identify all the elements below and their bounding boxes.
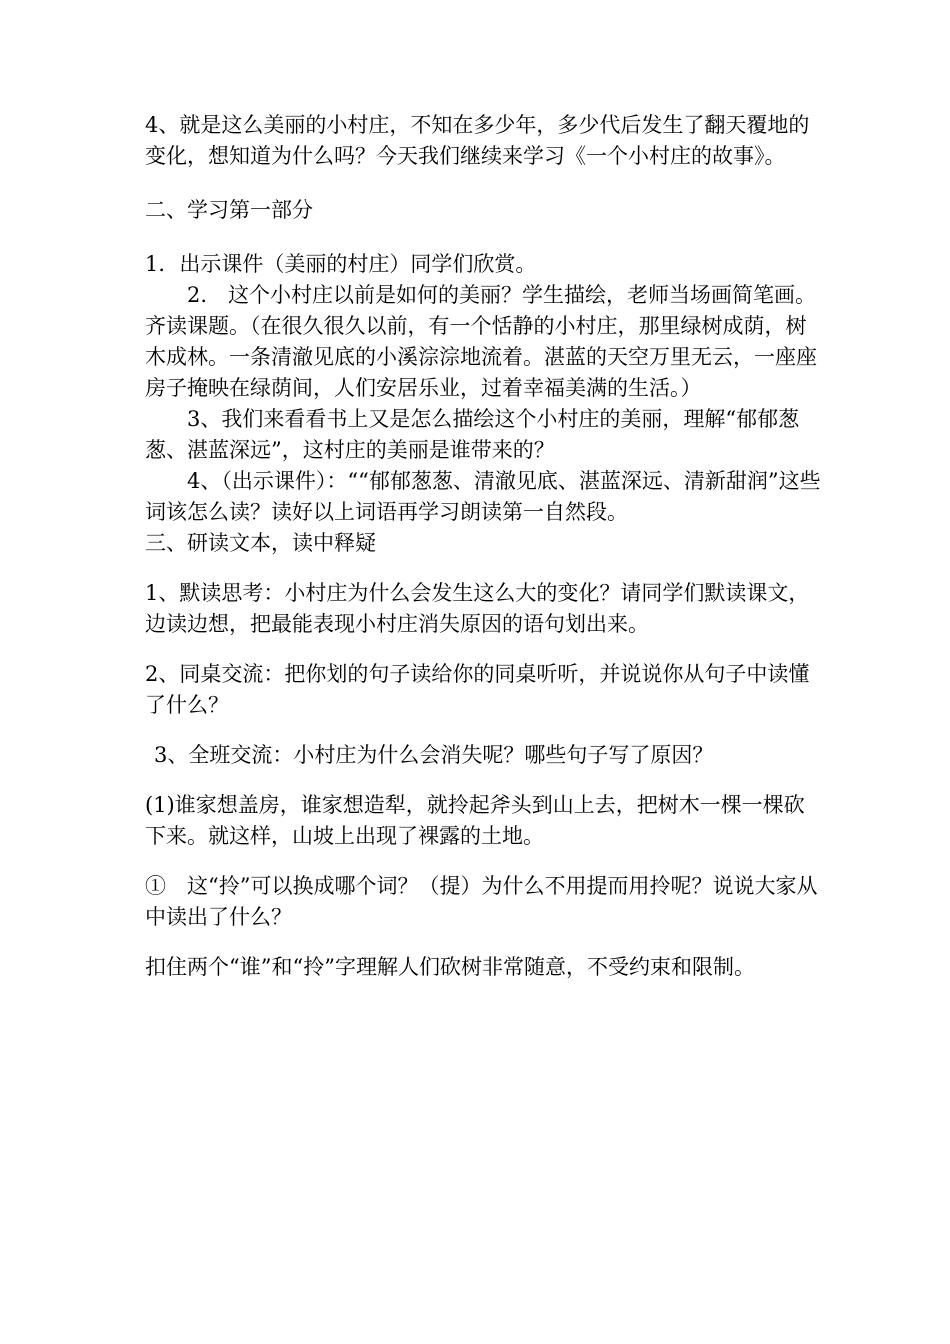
paragraph-class-discussion: 3、全班交流：小村庄为什么会消失呢？哪些句子写了原因？ — [154, 743, 714, 767]
paragraph-summary: 扣住两个“谁”和“拎”字理解人们砍树非常随意，不受约束和限制。 — [145, 955, 755, 979]
paragraph-intro: 4、就是这么美丽的小村庄，不知在多少年，多少代后发生了翻天覆地的变化，想知道为什么吗？今天我们继续来学习《一个小村庄的故事》。 — [145, 113, 810, 168]
paragraph-quote-1: (1)谁家想盖房，谁家想造犁，就拎起斧头到山上去，把树木一棵一棵砍下来。就这样，山坡上出现了裸露的土地。 — [145, 793, 805, 848]
document-body — [145, 110, 825, 983]
paragraph-step-3: 3、我们来看看书上又是怎么描绘这个小村庄的美丽，理解“郁郁葱葱、湛蓝深远”，这村庄的美丽是谁带来的？ — [145, 407, 800, 462]
paragraph-step-1: 1．出示课件（美丽的村庄）同学们欣赏。 — [145, 252, 537, 276]
paragraph-desk-mate: 2、同桌交流：把你划的句子读给你的同桌听听，并说说你从句子中读懂了什么？ — [145, 662, 810, 717]
paragraph-read-think: 1、默读思考：小村庄为什么会发生这么大的变化？请同学们默读课文，边读边想，把最能表现小村庄消失原因的语句划出来。 — [145, 581, 810, 636]
paragraph-step-2: 2. 这个小村庄以前是如何的美丽？学生描绘，老师当场画简笔画。齐读课题。（在很久很久以前，有一个恬静的小村庄，那里绿树成荫，树木成林。一条清澈见底的小溪淙淙地流着。湛蓝的天空万里无云，一座座房子掩映在绿荫间，人们安居乐业，过着幸福美满的生活。） — [145, 283, 817, 400]
paragraph-step-4: 4、（出示课件）：““郁郁葱葱、清澈见底、湛蓝深远、清新甜润”这些词该怎么读？读好以上词语再学习朗读第一自然段。 — [145, 469, 821, 524]
section-heading-3: 三、研读文本，读中释疑 — [145, 531, 376, 555]
section-heading-2: 二、学习第一部分 — [145, 198, 313, 222]
paragraph-question-1: ① 这“拎”可以换成哪个词？（提）为什么不用提而用拎呢？说说大家从中读出了什么？ — [145, 874, 818, 929]
